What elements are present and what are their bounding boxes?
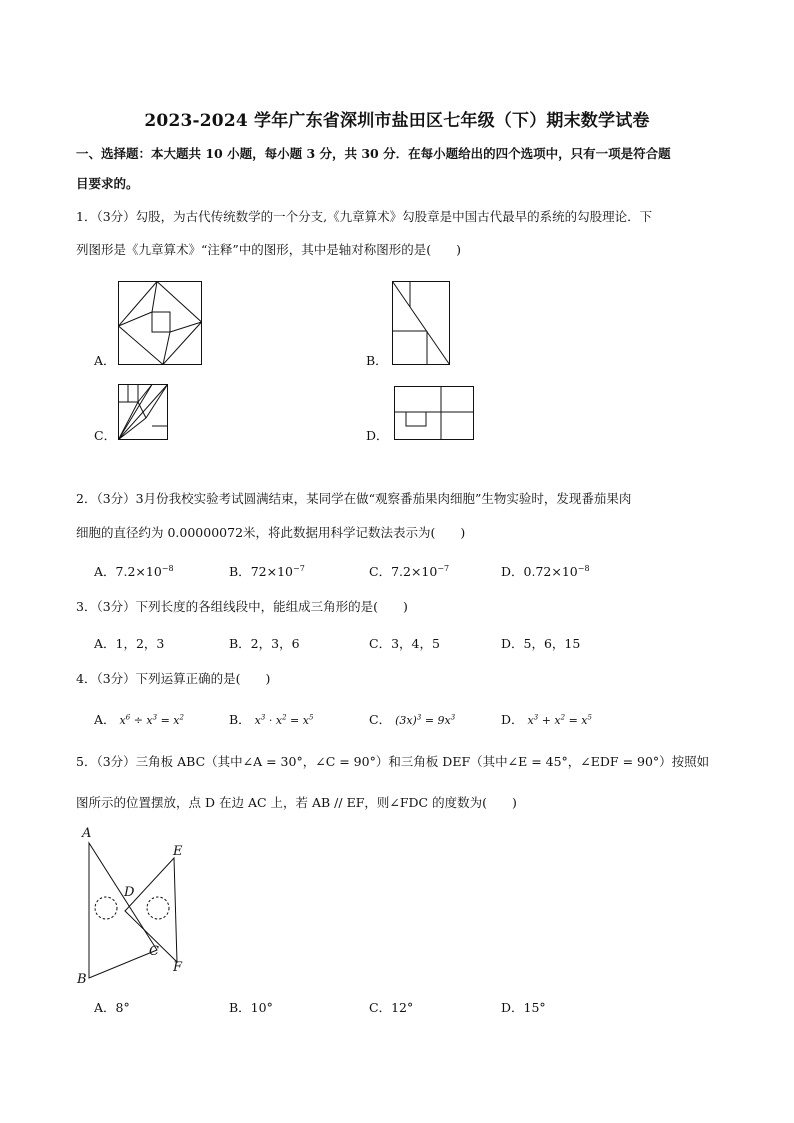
q5-option-d: D．15° bbox=[501, 1000, 546, 1015]
q1-stem-line2: 列图形是《九章算术》“注释”中的图形，其中是轴对称图形的是( ) bbox=[76, 242, 462, 257]
q3-option-a: A．1，2，3 bbox=[94, 636, 165, 651]
q2-option-b bbox=[229, 562, 305, 580]
q4-option-d-label: D． bbox=[501, 712, 524, 727]
q2-option-a-base: 7.2×10 bbox=[115, 564, 162, 579]
q5-label-d: D bbox=[124, 885, 135, 900]
q1-figure-c bbox=[118, 384, 168, 440]
q1-figure-d bbox=[394, 386, 474, 440]
q5-triangle-figure bbox=[72, 826, 192, 986]
q2-option-a-exp: −8 bbox=[161, 563, 174, 573]
q2-option-d-label: D． bbox=[501, 564, 524, 579]
page-title: 2023-2024 学年广东省深圳市盐田区七年级（下）期末数学试卷 bbox=[144, 111, 650, 131]
q2-option-b-label: B． bbox=[229, 564, 251, 579]
q4-option-c-label: C． bbox=[369, 712, 392, 727]
q3-option-b: B．2，3，6 bbox=[229, 636, 300, 651]
q5-label-e: E bbox=[173, 844, 183, 859]
q5-label-c: C bbox=[149, 944, 159, 959]
q1-figure-a bbox=[118, 281, 202, 365]
q5-option-b: B．10° bbox=[229, 1000, 273, 1015]
q4-option-a-label: A． bbox=[94, 712, 116, 727]
q3-option-d: D．5，6，15 bbox=[501, 636, 581, 651]
q1-option-d-label: D． bbox=[366, 428, 389, 443]
q2-option-c-exp: −7 bbox=[437, 563, 450, 573]
q1-option-a-label: A． bbox=[94, 353, 116, 368]
q3-stem: 3．（3分）下列长度的各组线段中，能组成三角形的是( ) bbox=[76, 599, 408, 614]
q2-option-b-exp: −7 bbox=[292, 563, 305, 573]
q1-stem-line1: 1．（3分）勾股，为古代传统数学的一个分支,《九章算术》勾股章是中国古代最早的系统的勾股理论．下 bbox=[76, 209, 653, 224]
q2-option-a bbox=[94, 562, 174, 580]
q1-option-b-label: B． bbox=[366, 353, 388, 368]
q5-label-a: A bbox=[82, 826, 92, 841]
q5-stem-line2: 图所示的位置摆放，点 D 在边 AC 上，若 AB // EF，则∠FDC 的度数为( ) bbox=[76, 795, 517, 810]
q2-option-c-base: 7.2×10 bbox=[391, 564, 438, 579]
q2-option-d-base: 0.72×10 bbox=[523, 564, 578, 579]
section-heading-line1: 一、选择题：本大题共 10 小题，每小题 3 分，共 30 分．在每小题给出的四个选项中，只有一项是符合题 bbox=[76, 146, 671, 161]
section-heading-line2: 目要求的。 bbox=[76, 176, 139, 191]
q5-option-a: A．8° bbox=[94, 1000, 130, 1015]
q4-option-d: D． $x^3 + x^2 = x^5$ bbox=[501, 712, 592, 727]
q2-stem-line1: 2．（3分）3月份我校实验考试圆满结束，某同学在做“观察番茄果肉细胞”生物实验时，发现番茄果肉 bbox=[76, 491, 632, 506]
q5-label-b: B bbox=[77, 972, 87, 986]
q1-figure-b bbox=[392, 281, 450, 365]
q2-option-c-label: C． bbox=[369, 564, 392, 579]
q4-option-b-label: B． bbox=[229, 712, 251, 727]
q4-option-a: A． $x^6 \div x^3 = x^2$ bbox=[94, 712, 184, 727]
q5-label-f: F bbox=[173, 960, 183, 975]
q2-option-b-base: 72×10 bbox=[250, 564, 293, 579]
q2-option-c bbox=[369, 562, 449, 580]
q5-stem-line1: 5．（3分）三角板 ABC（其中∠A = 30°，∠C = 90°）和三角板 DEF（其中∠E = 45°，∠EDF = 90°）按照如 bbox=[76, 754, 710, 769]
q5-option-c: C．12° bbox=[369, 1000, 414, 1015]
q3-option-c: C．3，4，5 bbox=[369, 636, 440, 651]
q2-option-a-label: A． bbox=[94, 564, 116, 579]
q2-option-d bbox=[501, 562, 590, 580]
q4-option-c: C． $(3x)^3 = 9x^3$ bbox=[369, 712, 456, 727]
q4-option-b: B． $x^3 \cdot x^2 = x^5$ bbox=[229, 712, 314, 727]
q4-stem: 4．（3分）下列运算正确的是( ) bbox=[76, 671, 271, 686]
q1-option-c-label: C． bbox=[94, 428, 117, 443]
q2-option-d-exp: −8 bbox=[577, 563, 590, 573]
q2-stem-line2: 细胞的直径约为 0.00000072米，将此数据用科学记数法表示为( ) bbox=[76, 525, 466, 540]
